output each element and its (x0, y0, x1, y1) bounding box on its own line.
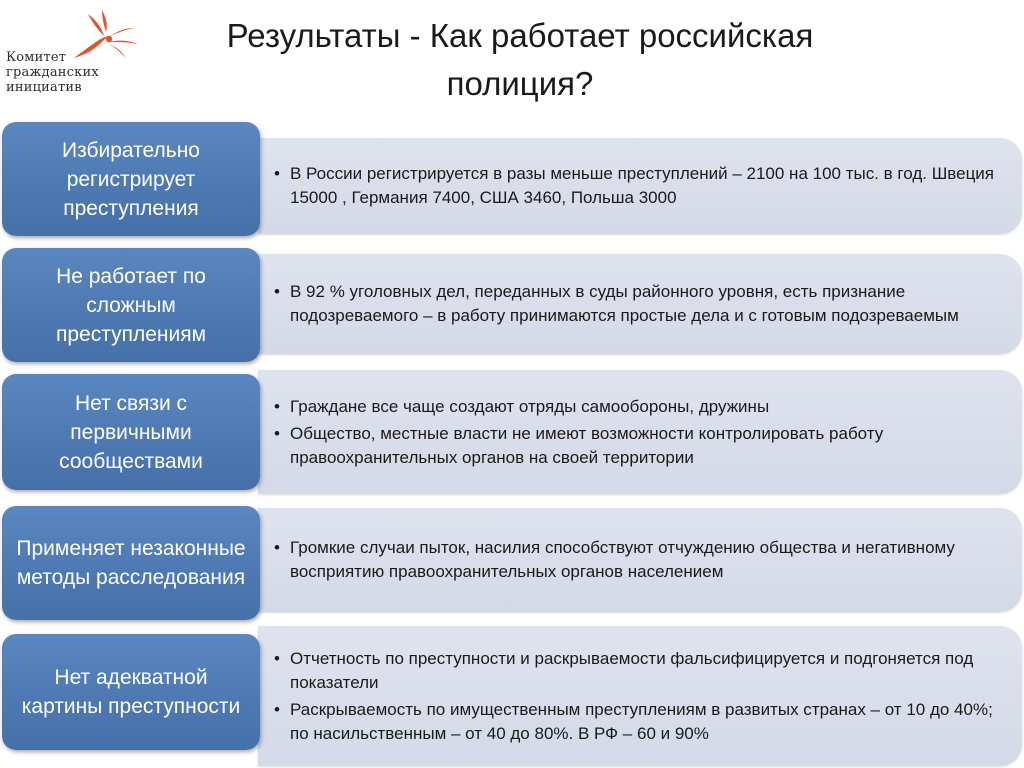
bullet-item: • Граждане все чаще создают отряды самообороны, дружины (272, 395, 1004, 419)
bullet-item: • Отчетность по преступности и раскрываемости фальсифицируется и подгоняется под показатели (272, 647, 1004, 695)
title-line: Результаты - Как работает российская (226, 17, 814, 54)
row-content-box (258, 254, 1022, 354)
row-content-box (258, 508, 1022, 612)
logo-text (6, 50, 99, 95)
row-label-box (2, 122, 260, 236)
logo-line: инициатив (6, 80, 82, 95)
row-label-box (2, 374, 260, 490)
logo-line: Комитет (6, 50, 67, 65)
row-content-box (258, 370, 1022, 494)
row-label: Применяет незаконные методы расследования (16, 537, 246, 589)
logo-line: гражданских (6, 65, 99, 80)
row-content-box (258, 138, 1022, 234)
bullet-item: • Громкие случаи пыток, насилия способствуют отчуждению общества и негативному восприятию правоохранительных органов населением (272, 536, 1004, 584)
organization-logo (4, 6, 144, 106)
row-label: Избирательно регистрирует преступления (62, 138, 200, 220)
bullet-item: • В России регистрируется в разы меньше преступлений – 2100 на 100 тыс. в год. Швеция 15000 , Германия 7400, США 3460, Польша 3000 (272, 162, 1004, 210)
row-label-box (2, 634, 260, 750)
row-label: Нет связи с первичными сообществами (59, 391, 203, 473)
bullet-item: • Раскрываемость по имущественным преступлениям в развитых странах – от 10 до 40%; по насильственным – от 40 до 80%. В РФ – 60 и 90% (272, 698, 1004, 746)
row-label-box (2, 506, 260, 620)
row-label-box (2, 248, 260, 362)
row-label: Не работает по сложным преступлениям (55, 264, 207, 346)
slide-title (150, 12, 890, 108)
row-content-box (258, 626, 1022, 766)
title-line: полиция? (446, 65, 594, 102)
row-label: Нет адекватной картины преступности (21, 666, 241, 718)
bullet-item: • В 92 % уголовных дел, переданных в суды районного уровня, есть признание подозреваемого – в работу принимаются простые дела и с готовым подозреваемым (272, 280, 1004, 328)
bullet-item: • Общество, местные власти не имеют возможности контролировать работу правоохранительных органов на своей территории (272, 422, 1004, 470)
